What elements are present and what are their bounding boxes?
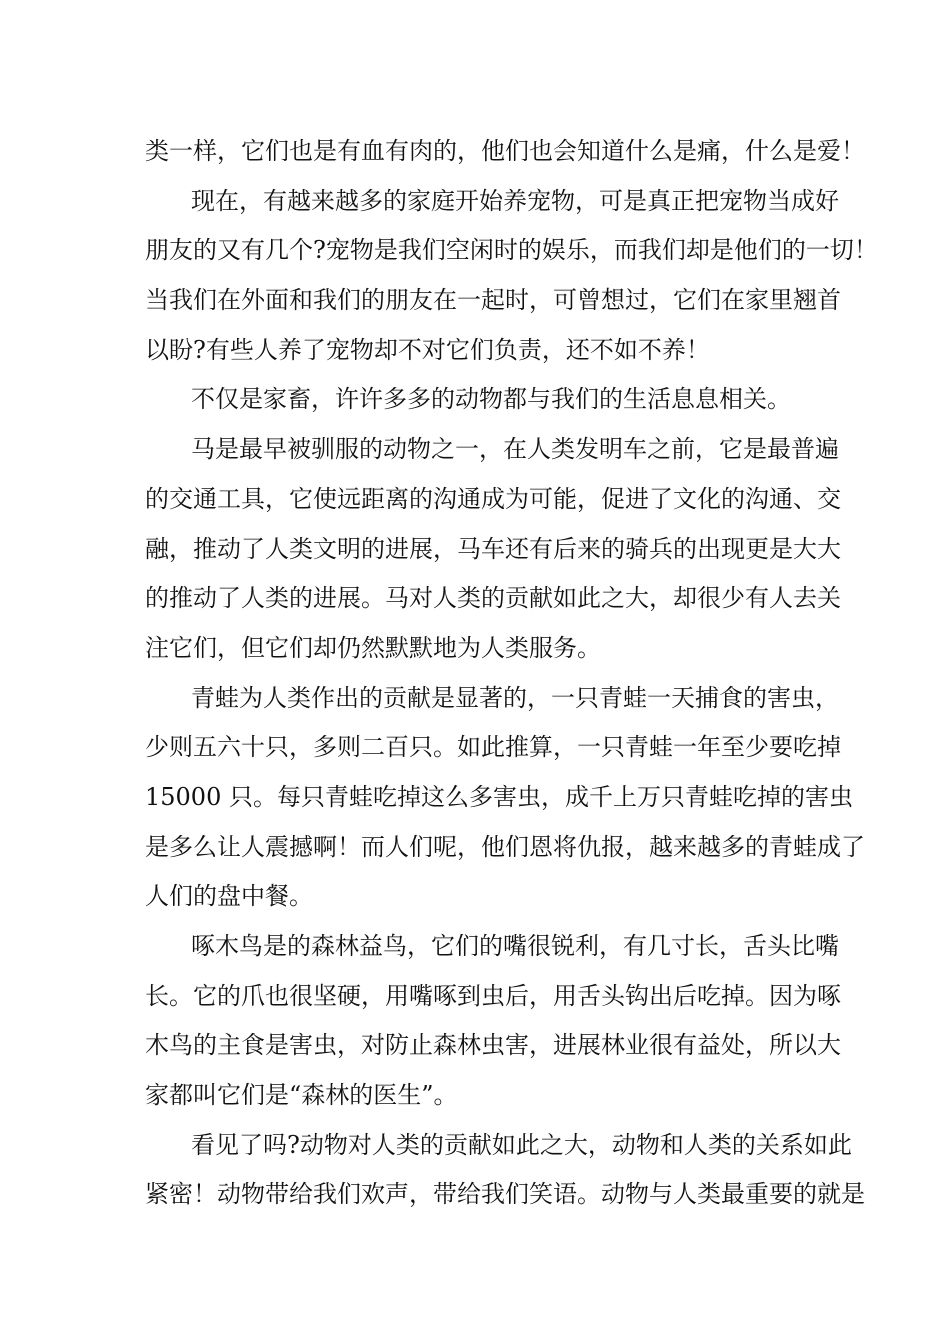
text-line: 是多么让人震撼啊！而人们呢，他们恩将仇报，越来越多的青蛙成了 (145, 832, 865, 861)
text-line: 的交通工具，它使远距离的沟通成为可能，促进了文化的沟通、交 (145, 484, 841, 513)
text-line: 的推动了人类的进展。马对人类的贡献如此之大，却很少有人去关 (145, 584, 841, 613)
text-line: 朋友的又有几个?宠物是我们空闲时的娱乐，而我们却是他们的一切！ (145, 236, 878, 265)
text-line: 当我们在外面和我们的朋友在一起时，可曾想过，它们在家里翘首 (145, 286, 841, 315)
text-line: 啄木鸟是的森林益鸟，它们的嘴很锐利，有几寸长，舌头比嘴 (191, 932, 839, 960)
text-line: 木鸟的主食是害虫，对防止森林虫害，进展林业很有益处，所以大 (145, 1031, 841, 1060)
text-line: 现在，有越来越多的家庭开始养宠物，可是真正把宠物当成好 (191, 186, 839, 215)
text-line: 融，推动了人类文明的进展，马车还有后来的骑兵的出现更是大大 (145, 534, 841, 563)
text-line: 类一样，它们也是有血有肉的，他们也会知道什么是痛，什么是爱！ (145, 137, 865, 165)
text-line: 家都叫它们是“森林的医生”。 (145, 1081, 458, 1110)
text-line: 马是最早被驯服的动物之一，在人类发明车之前，它是最普遍 (191, 435, 839, 464)
text-line: 以盼?有些人养了宠物却不对它们负责，还不如不养！ (145, 335, 710, 364)
text-line: 注它们，但它们却仍然默默地为人类服务。 (145, 633, 601, 662)
text-line: 长。它的爪也很坚硬，用嘴啄到虫后，用舌头钩出后吃掉。因为啄 (145, 981, 841, 1010)
text-line: 紧密！动物带给我们欢声，带给我们笑语。动物与人类最重要的就是 (145, 1180, 865, 1209)
body-text (145, 127, 878, 1220)
text-line: 人们的盘中餐。 (145, 882, 313, 911)
text-line: 青蛙为人类作出的贡献是显著的，一只青蛙一天捕食的害虫， (191, 683, 839, 712)
text-line: 看见了吗?动物对人类的贡献如此之大，动物和人类的关系如此 (191, 1130, 852, 1159)
text-line: 15000 只。每只青蛙吃掉这么多害虫，成千上万只青蛙吃掉的害虫 (145, 782, 853, 811)
text-line: 不仅是家畜，许许多多的动物都与我们的生活息息相关。 (191, 385, 791, 414)
text-line: 少则五六十只，多则二百只。如此推算，一只青蛙一年至少要吃掉 (145, 733, 841, 762)
